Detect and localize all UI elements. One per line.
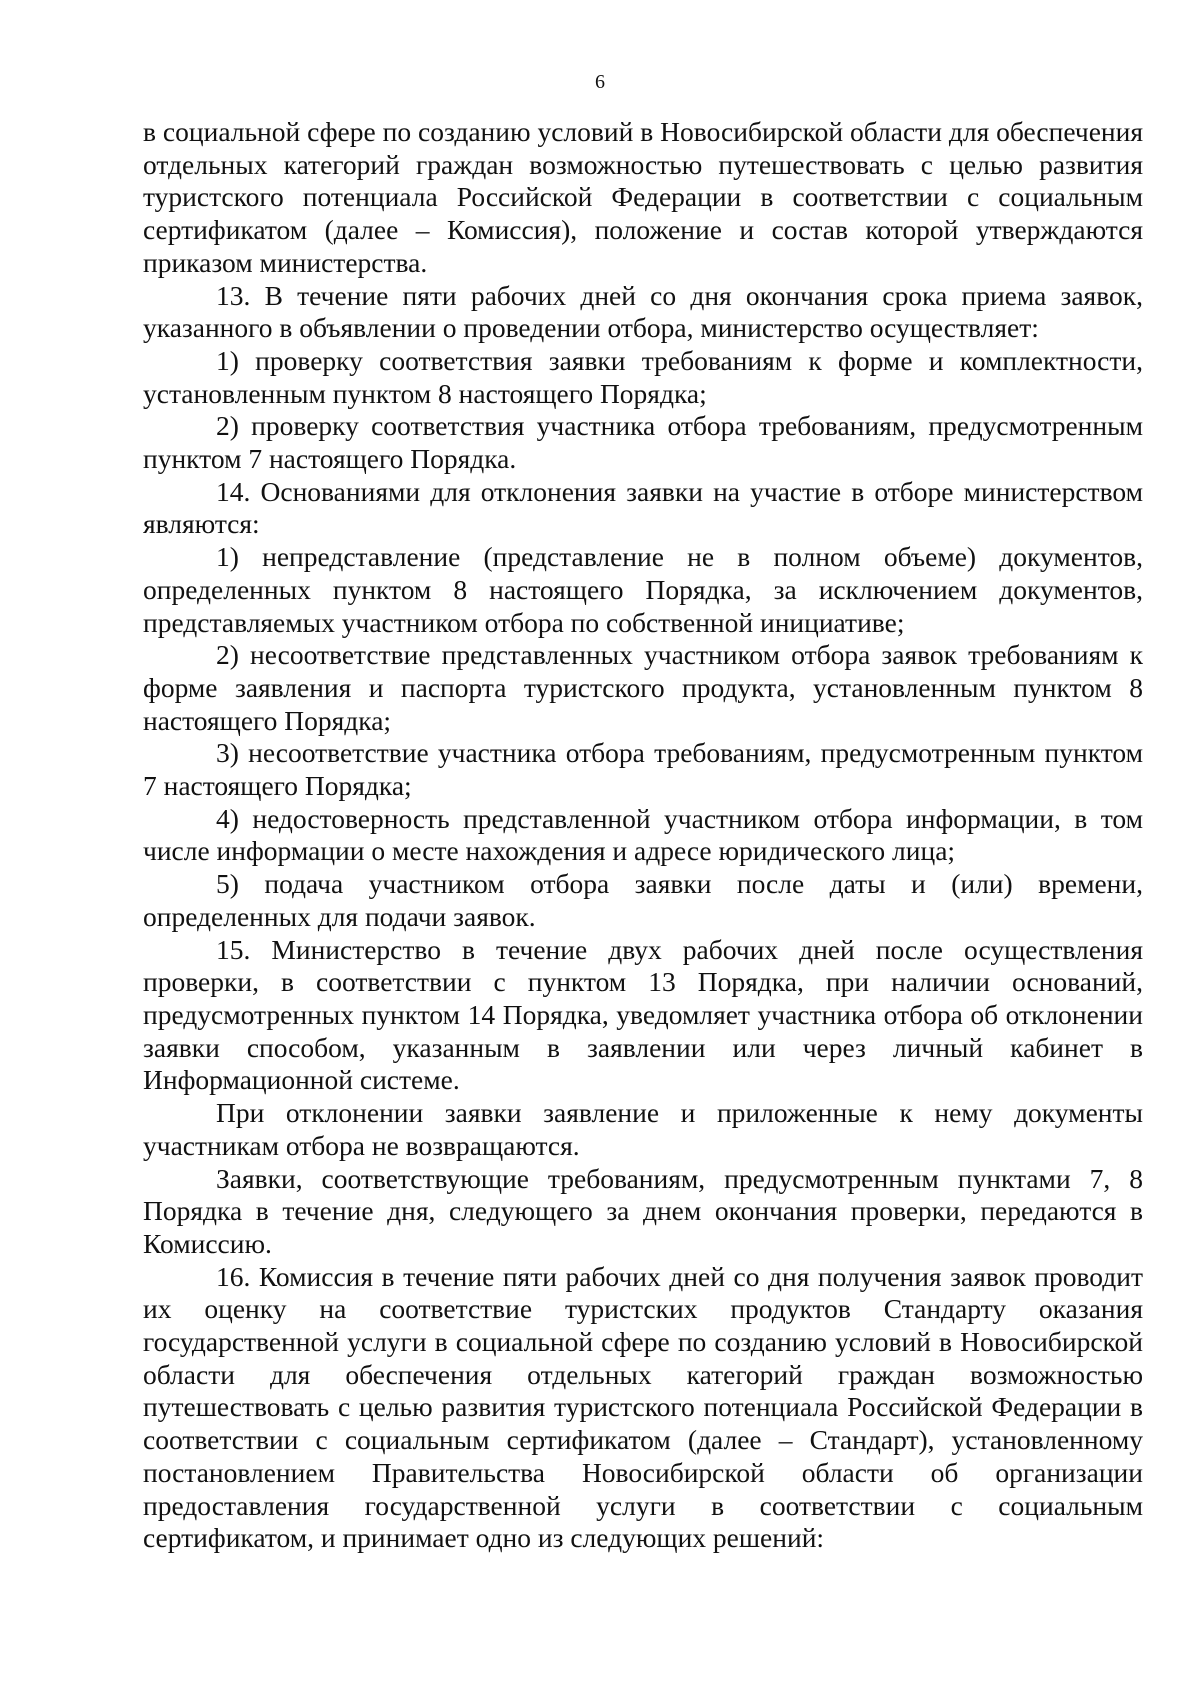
paragraph-clause-14-item-2: 2) несоответствие представленных участником отбора заявок требованиям к форме заявления и паспорта туристского продукта, установленным пунктом 8 настоящего Порядка; bbox=[143, 639, 1143, 736]
paragraph-clause-14-item-4: 4) недостоверность представленной участником отбора информации, в том числе информации о месте нахождения и адресе юридического лица; bbox=[143, 802, 1143, 867]
paragraph-clause-15-rejection-note: При отклонении заявки заявление и приложенные к нему документы участникам отбора не возвращаются. bbox=[143, 1097, 1143, 1161]
paragraph-clause-14-item-1: 1) непредставление (представление не в полном объеме) документов, определенных пунктом 8 настоящего Порядка, за исключением документов, представляемых участником отбора по собственной инициативе; bbox=[143, 541, 1143, 638]
paragraph-clause-14-item-5: 5) подача участником отбора заявки после даты и (или) времени, определенных для подачи заявок. bbox=[143, 868, 1143, 932]
paragraph-clause-14-item-3: 3) несоответствие участника отбора требованиям, предусмотренным пунктом 7 настоящего Порядка; bbox=[143, 737, 1143, 802]
paragraph-clause-15: 15. Министерство в течение двух рабочих дней после осуществления проверки, в соответствии с пунктом 13 Порядка, при наличии оснований, предусмотренных пунктом 14 Порядка, уведомляет участника отбора об отклонении заявки способом, указанным в заявлении или через личный кабинет в Информационной системе. bbox=[143, 933, 1143, 1096]
paragraph-clause-15-transfer-note: Заявки, соответствующие требованиям, предусмотренным пунктами 7, 8 Порядка в течение дня, следующего за днем окончания проверки, передаются в Комиссию. bbox=[143, 1162, 1143, 1259]
paragraph-clause-13: 13. В течение пяти рабочих дней со дня окончания срока приема заявок, указанного в объявлении о проведении отбора, министерство осуществляет: bbox=[143, 279, 1143, 344]
paragraph-continuation-commission: в социальной сфере по созданию условий в Новосибирской области для обеспечения отдельных категорий граждан возможностью путешествовать с целью развития туристского потенциала Российской Федерации в соответствии с социальным сертификатом (далее – Комиссия), положение и состав которой утверждаются приказом министерства. bbox=[143, 116, 1143, 278]
document-body bbox=[143, 116, 1143, 1555]
paragraph-clause-13-item-2: 2) проверку соответствия участника отбора требованиям, предусмотренным пунктом 7 настоящего Порядка. bbox=[143, 410, 1143, 475]
paragraph-clause-16: 16. Комиссия в течение пяти рабочих дней со дня получения заявок проводит их оценку на соответствие туристских продуктов Стандарту оказания государственной услуги в социальной сфере по созданию условий в Новосибирской области для обеспечения отдельных категорий граждан возможностью путешествовать с целью развития туристского потенциала Российской Федерации в соответствии с социальным сертификатом (далее – Стандарт), установленному постановлением Правительства Новосибирской области об организации предоставления государственной услуги в соответствии с социальным сертификатом, и принимает одно из следующих решений: bbox=[143, 1260, 1143, 1554]
paragraph-clause-14: 14. Основаниями для отклонения заявки на участие в отборе министерством являются: bbox=[143, 475, 1143, 540]
page-number: 6 bbox=[595, 71, 605, 93]
paragraph-clause-13-item-1: 1) проверку соответствия заявки требованиям к форме и комплектности, установленным пунктом 8 настоящего Порядка; bbox=[143, 344, 1143, 409]
